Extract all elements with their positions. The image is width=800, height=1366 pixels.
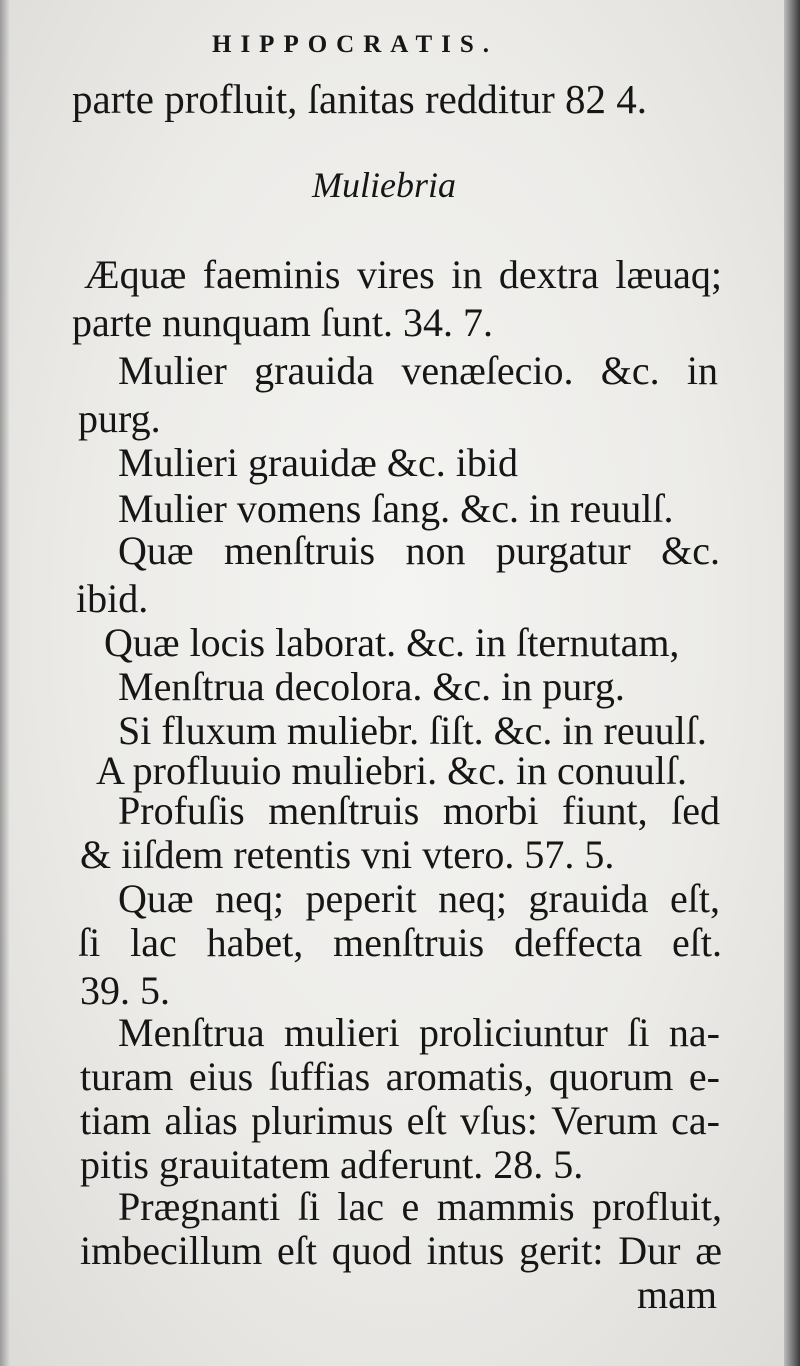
- index-entry-line: 39. 5.: [80, 968, 170, 1013]
- running-title: HIPPOCRATIS.: [212, 31, 499, 58]
- index-entry-line: Quæ locis laborat. &c. in ſternutam,: [104, 620, 680, 665]
- section-title: Muliebria: [312, 165, 456, 205]
- page-left-edge-shadow: [0, 0, 10, 1366]
- index-entry-line: ibid.: [76, 576, 149, 621]
- index-entry-line: pitis grauitatem adferunt. 28. 5.: [80, 1142, 584, 1187]
- index-entry-line: A profluuio muliebri. &c. in conuulſ.: [96, 748, 688, 793]
- index-entry-line: Quæ menſtruis non purgatur &c.: [118, 528, 720, 573]
- index-entry-line: Mulieri grauidæ &c. ibid: [118, 440, 518, 485]
- index-entry-line: Prægnanti ſi lac e mammis profluit,: [118, 1184, 722, 1229]
- index-entry-line: Mulier grauida venæſecio. &c. in: [118, 348, 718, 393]
- index-entry-line: parte nunquam ſunt. 34. 7.: [72, 300, 494, 345]
- page-right-edge-shadow: [784, 0, 800, 1366]
- index-entry-line: tiam alias plurimus eſt vſus: Verum ca-: [80, 1098, 720, 1143]
- index-entry-line: & iiſdem retentis vni vtero. 57. 5.: [80, 832, 615, 877]
- index-entry-line: ſi lac habet, menſtruis deffecta eſt.: [78, 920, 722, 965]
- index-entry-line: Æquæ faeminis vires in dextra læuaq;: [84, 252, 722, 297]
- continued-line: parte profluit, ſanitas redditur 82 4.: [72, 76, 647, 122]
- index-entry-line: purg.: [78, 396, 161, 441]
- catchword: mam: [637, 1272, 717, 1317]
- index-entry-line: Quæ neq; peperit neq; grauida eſt,: [118, 876, 720, 921]
- index-entry-line: Menſtrua decolora. &c. in purg.: [118, 664, 625, 709]
- index-entry-line: Mulier vomens ſang. &c. in reuulſ.: [118, 486, 674, 531]
- index-entry-line: turam eius ſuffias aromatis, quorum e-: [80, 1054, 720, 1099]
- index-entry-line: imbecillum eſt quod intus gerit: Dur æ: [80, 1228, 722, 1273]
- index-entry-line: Menſtrua mulieri proliciuntur ſi na-: [118, 1010, 720, 1055]
- index-entry-line: Profuſis menſtruis morbi fiunt, ſed: [118, 788, 720, 833]
- index-entry-line: Si fluxum muliebr. ſiſt. &c. in reuulſ.: [118, 708, 707, 753]
